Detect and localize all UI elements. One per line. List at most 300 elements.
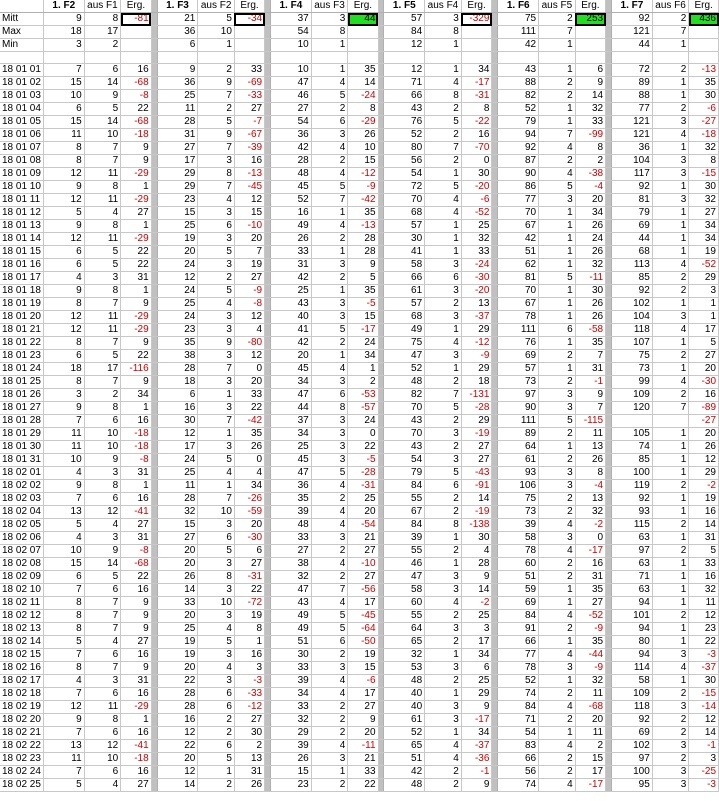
- erg-cell[interactable]: 19: [689, 493, 719, 506]
- erg-cell[interactable]: 16: [575, 558, 605, 571]
- aus-cell[interactable]: 1: [311, 207, 348, 220]
- erg-cell[interactable]: -18: [121, 753, 151, 766]
- value-cell[interactable]: 109: [612, 389, 653, 402]
- erg-cell[interactable]: 22: [234, 402, 264, 415]
- value-cell[interactable]: 4: [43, 467, 84, 480]
- erg-cell[interactable]: -13: [689, 64, 719, 77]
- value-cell[interactable]: 94: [612, 597, 653, 610]
- value-cell[interactable]: 15: [43, 116, 84, 129]
- date-cell[interactable]: 18 02 22: [0, 740, 43, 753]
- erg-cell[interactable]: 17: [461, 636, 492, 649]
- aus-cell[interactable]: 2: [198, 272, 235, 285]
- value-cell[interactable]: 77: [498, 649, 539, 662]
- erg-cell[interactable]: 9: [121, 623, 151, 636]
- value-cell[interactable]: 69: [498, 597, 539, 610]
- erg-cell[interactable]: -15: [689, 688, 719, 701]
- aus-cell[interactable]: 3: [198, 519, 235, 532]
- erg-cell[interactable]: 26: [348, 129, 378, 142]
- mitt-value[interactable]: 44: [348, 13, 378, 26]
- aus-cell[interactable]: 3: [311, 415, 348, 428]
- aus-cell[interactable]: 8: [311, 402, 348, 415]
- value-cell[interactable]: 99: [612, 376, 653, 389]
- aus-cell[interactable]: 5: [198, 636, 235, 649]
- aus-cell[interactable]: 4: [311, 675, 348, 688]
- erg-cell[interactable]: -30: [689, 376, 719, 389]
- erg-cell[interactable]: -69: [234, 77, 264, 90]
- erg-cell[interactable]: -29: [121, 311, 151, 324]
- erg-cell[interactable]: 33: [461, 246, 492, 259]
- aus-cell[interactable]: 3: [425, 714, 462, 727]
- empty-cell[interactable]: [311, 52, 348, 64]
- date-cell[interactable]: 18 01 22: [0, 337, 43, 350]
- date-cell[interactable]: 18 01 14: [0, 233, 43, 246]
- value-cell[interactable]: 36: [612, 142, 653, 155]
- erg-cell[interactable]: 7: [575, 350, 605, 363]
- aus-cell[interactable]: 1: [425, 363, 462, 376]
- aus-cell[interactable]: 1: [539, 727, 576, 740]
- min-value[interactable]: 1: [652, 39, 689, 52]
- erg-cell[interactable]: 16: [121, 727, 151, 740]
- aus-cell[interactable]: 2: [539, 571, 576, 584]
- date-cell[interactable]: 18 01 03: [0, 90, 43, 103]
- erg-cell[interactable]: 17: [348, 597, 378, 610]
- aus-cell[interactable]: 10: [198, 597, 235, 610]
- value-cell[interactable]: 91: [498, 623, 539, 636]
- value-cell[interactable]: 13: [43, 506, 84, 519]
- erg-cell[interactable]: 26: [575, 311, 605, 324]
- erg-cell[interactable]: 21: [348, 753, 378, 766]
- value-cell[interactable]: 26: [157, 571, 198, 584]
- value-cell[interactable]: 25: [271, 285, 312, 298]
- date-cell[interactable]: 18 02 03: [0, 493, 43, 506]
- aus-cell[interactable]: 3: [198, 376, 235, 389]
- aus-cell[interactable]: 6: [198, 701, 235, 714]
- erg-cell[interactable]: 31: [121, 467, 151, 480]
- aus-cell[interactable]: 9: [84, 545, 121, 558]
- erg-cell[interactable]: 19: [348, 649, 378, 662]
- aus-cell[interactable]: 2: [652, 480, 689, 493]
- value-cell[interactable]: 70: [384, 402, 425, 415]
- value-cell[interactable]: 9: [43, 714, 84, 727]
- aus-cell[interactable]: 10: [84, 441, 121, 454]
- max-value[interactable]: 54: [271, 26, 312, 39]
- max-value[interactable]: 18: [43, 26, 84, 39]
- date-cell[interactable]: 18 02 11: [0, 597, 43, 610]
- value-cell[interactable]: 30: [271, 649, 312, 662]
- value-cell[interactable]: 28: [157, 688, 198, 701]
- erg-cell[interactable]: 35: [689, 77, 719, 90]
- erg-cell[interactable]: 30: [575, 285, 605, 298]
- value-cell[interactable]: 68: [384, 207, 425, 220]
- aus-cell[interactable]: 2: [198, 64, 235, 77]
- aus-cell[interactable]: 10: [198, 506, 235, 519]
- aus-cell[interactable]: 7: [84, 298, 121, 311]
- aus-cell[interactable]: 8: [84, 220, 121, 233]
- erg-cell[interactable]: -2: [575, 519, 605, 532]
- aus-cell[interactable]: 1: [425, 558, 462, 571]
- value-cell[interactable]: 52: [271, 194, 312, 207]
- value-cell[interactable]: 10: [43, 454, 84, 467]
- erg-cell[interactable]: 34: [121, 389, 151, 402]
- aus-cell[interactable]: 1: [652, 636, 689, 649]
- value-cell[interactable]: 8: [43, 298, 84, 311]
- value-cell[interactable]: 12: [157, 272, 198, 285]
- erg-cell[interactable]: -12: [461, 337, 492, 350]
- erg-cell[interactable]: 1: [234, 636, 264, 649]
- aus-cell[interactable]: 11: [84, 324, 121, 337]
- value-cell[interactable]: 47: [271, 584, 312, 597]
- erg-cell[interactable]: 33: [348, 766, 378, 779]
- erg-cell[interactable]: 20: [575, 194, 605, 207]
- value-cell[interactable]: 29: [157, 168, 198, 181]
- erg-cell[interactable]: 23: [689, 623, 719, 636]
- erg-cell[interactable]: 14: [461, 493, 492, 506]
- aus-cell[interactable]: 3: [311, 311, 348, 324]
- erg-cell[interactable]: -9: [348, 181, 378, 194]
- aus-cell[interactable]: 1: [652, 441, 689, 454]
- value-cell[interactable]: 74: [498, 688, 539, 701]
- value-cell[interactable]: 39: [384, 532, 425, 545]
- value-cell[interactable]: 19: [157, 233, 198, 246]
- aus-cell[interactable]: 1: [425, 649, 462, 662]
- value-cell[interactable]: 106: [498, 480, 539, 493]
- erg-cell[interactable]: 29: [461, 415, 492, 428]
- min-value[interactable]: 1: [198, 39, 235, 52]
- erg-cell[interactable]: 27: [234, 272, 264, 285]
- max-value[interactable]: 8: [311, 26, 348, 39]
- value-cell[interactable]: 9: [157, 64, 198, 77]
- value-cell[interactable]: 78: [498, 662, 539, 675]
- value-cell[interactable]: 52: [384, 363, 425, 376]
- erg-cell[interactable]: -13: [348, 220, 378, 233]
- aus-cell[interactable]: 3: [425, 584, 462, 597]
- aus-cell[interactable]: 5: [198, 545, 235, 558]
- erg-cell[interactable]: 9: [121, 337, 151, 350]
- value-cell[interactable]: 7: [43, 727, 84, 740]
- max-value[interactable]: 121: [612, 26, 653, 39]
- value-cell[interactable]: 102: [612, 740, 653, 753]
- value-cell[interactable]: 111: [498, 415, 539, 428]
- aus-cell[interactable]: 4: [425, 753, 462, 766]
- erg-cell[interactable]: 31: [121, 532, 151, 545]
- aus-cell[interactable]: 14: [84, 116, 121, 129]
- date-cell[interactable]: 18 01 30: [0, 441, 43, 454]
- value-cell[interactable]: 55: [384, 493, 425, 506]
- value-cell[interactable]: 12: [43, 701, 84, 714]
- date-cell[interactable]: 18 01 25: [0, 376, 43, 389]
- erg-cell[interactable]: 9: [121, 662, 151, 675]
- aus-cell[interactable]: 3: [198, 649, 235, 662]
- erg-cell[interactable]: -11: [348, 740, 378, 753]
- value-cell[interactable]: 34: [271, 688, 312, 701]
- aus-cell[interactable]: 3: [425, 259, 462, 272]
- min-value[interactable]: 6: [157, 39, 198, 52]
- aus-cell[interactable]: 5: [311, 324, 348, 337]
- min-value[interactable]: [575, 39, 605, 52]
- date-cell[interactable]: 18 01 26: [0, 389, 43, 402]
- value-cell[interactable]: 6: [43, 571, 84, 584]
- mitt-value[interactable]: 5: [198, 13, 235, 26]
- date-cell[interactable]: 18 02 09: [0, 571, 43, 584]
- value-cell[interactable]: 32: [384, 649, 425, 662]
- value-cell[interactable]: 8: [43, 610, 84, 623]
- erg-cell[interactable]: 5: [689, 337, 719, 350]
- erg-cell[interactable]: -17: [575, 779, 605, 792]
- value-cell[interactable]: 73: [498, 506, 539, 519]
- erg-cell[interactable]: -29: [121, 168, 151, 181]
- aus-header[interactable]: aus F2: [198, 0, 235, 13]
- erg-cell[interactable]: 15: [575, 753, 605, 766]
- aus-cell[interactable]: 4: [311, 506, 348, 519]
- aus-cell[interactable]: 8: [84, 480, 121, 493]
- value-cell[interactable]: 12: [43, 194, 84, 207]
- aus-cell[interactable]: 2: [311, 233, 348, 246]
- value-cell[interactable]: 53: [384, 662, 425, 675]
- erg-cell[interactable]: -43: [461, 467, 492, 480]
- value-cell[interactable]: 84: [384, 519, 425, 532]
- date-cell[interactable]: 18 01 07: [0, 142, 43, 155]
- aus-cell[interactable]: 3: [425, 454, 462, 467]
- value-cell[interactable]: 15: [271, 766, 312, 779]
- erg-cell[interactable]: 26: [575, 454, 605, 467]
- value-cell[interactable]: 51: [498, 246, 539, 259]
- aus-cell[interactable]: 5: [84, 103, 121, 116]
- aus-cell[interactable]: 4: [425, 740, 462, 753]
- aus-cell[interactable]: 2: [311, 701, 348, 714]
- aus-cell[interactable]: 2: [539, 753, 576, 766]
- erg-cell[interactable]: -52: [461, 207, 492, 220]
- erg-cell[interactable]: -24: [348, 90, 378, 103]
- aus-cell[interactable]: 2: [652, 389, 689, 402]
- aus-cell[interactable]: 7: [311, 194, 348, 207]
- value-cell[interactable]: 28: [157, 116, 198, 129]
- erg-cell[interactable]: 31: [689, 532, 719, 545]
- erg-cell[interactable]: 12: [234, 311, 264, 324]
- date-cell[interactable]: 18 01 05: [0, 116, 43, 129]
- erg-cell[interactable]: -9: [575, 623, 605, 636]
- erg-header[interactable]: Erg.: [689, 0, 719, 13]
- erg-cell[interactable]: -99: [575, 129, 605, 142]
- erg-cell[interactable]: 20: [348, 727, 378, 740]
- aus-cell[interactable]: 3: [539, 402, 576, 415]
- value-cell[interactable]: 71: [498, 714, 539, 727]
- aus-cell[interactable]: 5: [539, 415, 576, 428]
- aus-cell[interactable]: 5: [539, 272, 576, 285]
- empty-cell[interactable]: [234, 52, 264, 64]
- value-cell[interactable]: 72: [612, 64, 653, 77]
- value-cell[interactable]: 33: [271, 246, 312, 259]
- erg-cell[interactable]: -1: [575, 376, 605, 389]
- erg-cell[interactable]: -64: [348, 623, 378, 636]
- erg-cell[interactable]: -27: [689, 415, 719, 428]
- erg-cell[interactable]: 0: [348, 428, 378, 441]
- value-cell[interactable]: 39: [498, 519, 539, 532]
- aus-cell[interactable]: 5: [84, 259, 121, 272]
- value-cell[interactable]: 5: [43, 207, 84, 220]
- aus-cell[interactable]: 6: [311, 389, 348, 402]
- aus-cell[interactable]: 4: [539, 649, 576, 662]
- aus-cell[interactable]: 3: [652, 194, 689, 207]
- erg-cell[interactable]: 30: [689, 90, 719, 103]
- aus-cell[interactable]: 2: [652, 688, 689, 701]
- value-cell[interactable]: 20: [271, 350, 312, 363]
- aus-cell[interactable]: 1: [652, 467, 689, 480]
- aus-cell[interactable]: 4: [84, 519, 121, 532]
- value-cell[interactable]: 109: [612, 688, 653, 701]
- aus-cell[interactable]: 1: [311, 766, 348, 779]
- date-cell[interactable]: 18 01 15: [0, 246, 43, 259]
- value-cell[interactable]: 75: [498, 493, 539, 506]
- aus-cell[interactable]: 2: [539, 90, 576, 103]
- erg-cell[interactable]: 27: [348, 545, 378, 558]
- erg-cell[interactable]: 27: [121, 779, 151, 792]
- erg-cell[interactable]: -67: [234, 129, 264, 142]
- erg-cell[interactable]: 16: [234, 155, 264, 168]
- mitt-value[interactable]: 436: [689, 13, 719, 26]
- erg-cell[interactable]: -31: [348, 480, 378, 493]
- aus-cell[interactable]: 1: [539, 64, 576, 77]
- empty-cell[interactable]: [461, 52, 492, 64]
- aus-cell[interactable]: 4: [198, 298, 235, 311]
- aus-cell[interactable]: 2: [652, 64, 689, 77]
- aus-cell[interactable]: 3: [198, 402, 235, 415]
- aus-cell[interactable]: 7: [84, 155, 121, 168]
- value-cell[interactable]: 43: [384, 441, 425, 454]
- min-value[interactable]: 2: [84, 39, 121, 52]
- erg-cell[interactable]: 33: [234, 64, 264, 77]
- erg-cell[interactable]: 7: [575, 402, 605, 415]
- erg-cell[interactable]: 22: [121, 259, 151, 272]
- value-cell[interactable]: 36: [271, 480, 312, 493]
- value-cell[interactable]: 58: [612, 675, 653, 688]
- aus-cell[interactable]: 2: [652, 545, 689, 558]
- erg-cell[interactable]: -30: [461, 272, 492, 285]
- erg-cell[interactable]: 2: [575, 155, 605, 168]
- erg-cell[interactable]: 26: [234, 779, 264, 792]
- value-cell[interactable]: 8: [43, 142, 84, 155]
- aus-cell[interactable]: 5: [84, 571, 121, 584]
- aus-cell[interactable]: 11: [84, 311, 121, 324]
- value-cell[interactable]: 9: [43, 181, 84, 194]
- value-cell[interactable]: 61: [384, 714, 425, 727]
- value-cell[interactable]: 9: [43, 220, 84, 233]
- date-cell[interactable]: 18 02 21: [0, 727, 43, 740]
- value-cell[interactable]: 42: [271, 337, 312, 350]
- aus-cell[interactable]: 2: [425, 636, 462, 649]
- erg-cell[interactable]: 27: [234, 714, 264, 727]
- erg-cell[interactable]: 29: [689, 272, 719, 285]
- value-cell[interactable]: 119: [612, 480, 653, 493]
- value-cell[interactable]: 94: [612, 649, 653, 662]
- max-value[interactable]: [121, 26, 151, 39]
- value-cell[interactable]: 42: [384, 766, 425, 779]
- erg-cell[interactable]: -138: [461, 519, 492, 532]
- value-cell[interactable]: 27: [157, 532, 198, 545]
- value-cell[interactable]: 3: [43, 389, 84, 402]
- aus-cell[interactable]: 7: [84, 597, 121, 610]
- aus-header[interactable]: aus F3: [311, 0, 348, 13]
- erg-cell[interactable]: -89: [689, 402, 719, 415]
- aus-header[interactable]: aus F1: [84, 0, 121, 13]
- value-cell[interactable]: 11: [157, 103, 198, 116]
- aus-cell[interactable]: [652, 415, 689, 428]
- value-cell[interactable]: 77: [498, 194, 539, 207]
- aus-cell[interactable]: 3: [84, 532, 121, 545]
- erg-cell[interactable]: 28: [348, 233, 378, 246]
- value-cell[interactable]: 66: [384, 90, 425, 103]
- value-cell[interactable]: 45: [271, 363, 312, 376]
- value-cell[interactable]: 57: [384, 298, 425, 311]
- value-cell[interactable]: 30: [384, 233, 425, 246]
- aus-cell[interactable]: 4: [539, 545, 576, 558]
- value-cell[interactable]: 44: [271, 402, 312, 415]
- erg-cell[interactable]: -18: [689, 129, 719, 142]
- aus-cell[interactable]: 2: [425, 415, 462, 428]
- aus-cell[interactable]: 6: [198, 740, 235, 753]
- value-cell[interactable]: 118: [612, 701, 653, 714]
- value-cell[interactable]: 107: [612, 337, 653, 350]
- value-cell[interactable]: 47: [384, 350, 425, 363]
- erg-cell[interactable]: 26: [575, 246, 605, 259]
- erg-cell[interactable]: 16: [121, 493, 151, 506]
- erg-cell[interactable]: 16: [121, 415, 151, 428]
- max-value[interactable]: [461, 26, 492, 39]
- erg-cell[interactable]: 8: [234, 623, 264, 636]
- aus-cell[interactable]: 2: [652, 727, 689, 740]
- aus-cell[interactable]: 2: [652, 753, 689, 766]
- aus-cell[interactable]: 1: [539, 636, 576, 649]
- value-cell[interactable]: 80: [612, 636, 653, 649]
- erg-cell[interactable]: -8: [121, 545, 151, 558]
- erg-cell[interactable]: -9: [234, 285, 264, 298]
- erg-cell[interactable]: -2: [461, 597, 492, 610]
- erg-cell[interactable]: 29: [689, 467, 719, 480]
- value-cell[interactable]: 111: [498, 324, 539, 337]
- date-cell[interactable]: 18 02 13: [0, 623, 43, 636]
- aus-cell[interactable]: 2: [652, 350, 689, 363]
- aus-cell[interactable]: 3: [652, 116, 689, 129]
- aus-cell[interactable]: 5: [198, 246, 235, 259]
- erg-cell[interactable]: 16: [689, 506, 719, 519]
- erg-cell[interactable]: 32: [461, 233, 492, 246]
- erg-cell[interactable]: 20: [689, 363, 719, 376]
- value-cell[interactable]: 32: [271, 571, 312, 584]
- aus-cell[interactable]: 6: [425, 272, 462, 285]
- value-cell[interactable]: 84: [498, 610, 539, 623]
- max-value[interactable]: 10: [198, 26, 235, 39]
- value-cell[interactable]: 78: [498, 545, 539, 558]
- erg-cell[interactable]: -8: [121, 454, 151, 467]
- erg-cell[interactable]: 17: [575, 766, 605, 779]
- value-cell[interactable]: 105: [612, 428, 653, 441]
- aus-cell[interactable]: 3: [425, 350, 462, 363]
- erg-cell[interactable]: 32: [575, 675, 605, 688]
- aus-cell[interactable]: 2: [539, 155, 576, 168]
- date-cell[interactable]: 18 01 06: [0, 129, 43, 142]
- erg-cell[interactable]: 28: [348, 246, 378, 259]
- value-cell[interactable]: 24: [157, 285, 198, 298]
- erg-cell[interactable]: -28: [348, 467, 378, 480]
- date-cell[interactable]: 18 01 02: [0, 77, 43, 90]
- value-cell[interactable]: 75: [384, 337, 425, 350]
- aus-cell[interactable]: 1: [652, 207, 689, 220]
- erg-cell[interactable]: 16: [689, 389, 719, 402]
- aus-cell[interactable]: 2: [425, 129, 462, 142]
- aus-cell[interactable]: 2: [539, 428, 576, 441]
- group-title[interactable]: 1. F6: [498, 0, 539, 13]
- erg-cell[interactable]: 9: [575, 77, 605, 90]
- value-cell[interactable]: 31: [271, 259, 312, 272]
